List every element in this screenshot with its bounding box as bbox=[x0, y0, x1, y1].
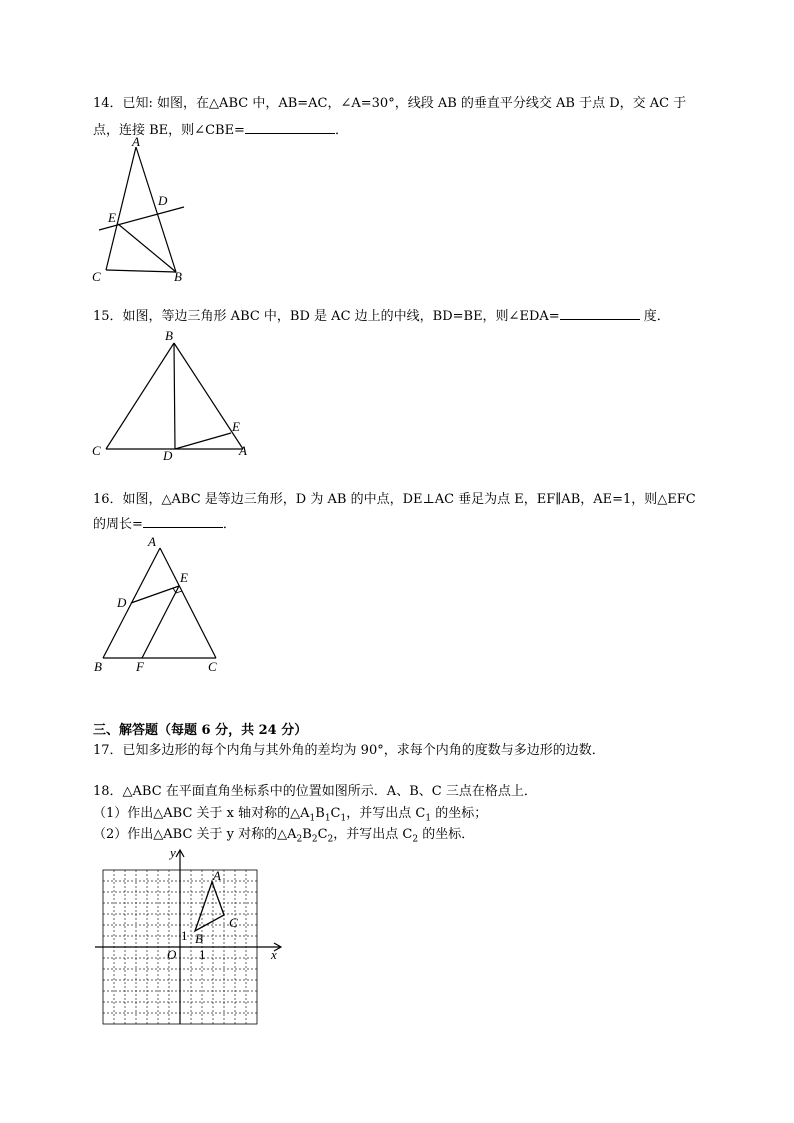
q15-text-end: 度． bbox=[639, 309, 670, 324]
q18-sub: 2 bbox=[296, 834, 303, 845]
x-unit-label: 1 bbox=[199, 947, 206, 962]
point-b-label: B bbox=[195, 931, 203, 946]
q15-answer-blank[interactable] bbox=[560, 305, 640, 320]
q14-label-c: C bbox=[92, 269, 101, 284]
q14-label-b: B bbox=[174, 269, 182, 284]
q16-line1: 16．如图，△ABC 是等边三角形，D 为 AB 的中点，DE⊥AC 垂足为点 E，EF∥AB，AE=1，则△EFC bbox=[93, 492, 696, 507]
q18-sub: 2 bbox=[311, 834, 318, 845]
triangle-abc bbox=[195, 882, 224, 931]
q18-sub: 1 bbox=[340, 813, 347, 824]
q16-line2 bbox=[93, 513, 236, 534]
q16-line2-text: 的周长= bbox=[93, 517, 143, 532]
q16-line2-end: ． bbox=[222, 517, 236, 532]
q18-sub: 2 bbox=[412, 834, 419, 845]
q18-letter: B bbox=[302, 827, 312, 842]
q18-part1 bbox=[93, 805, 487, 828]
q15-text: 15．如图，等边三角形 ABC 中，BD 是 AC 边上的中线，BD=BE，则∠EDA= bbox=[93, 309, 560, 324]
q18-sub: 1 bbox=[425, 813, 432, 824]
q18-letter: C bbox=[317, 827, 328, 842]
y-unit-label: 1 bbox=[181, 928, 188, 943]
q16-label-c: C bbox=[208, 659, 217, 674]
q16-label-a: A bbox=[148, 534, 156, 549]
origin-label: O bbox=[167, 947, 177, 962]
q18-sub: 1 bbox=[324, 813, 331, 824]
q18-part2-end: 的坐标． bbox=[418, 827, 475, 842]
q15-figure bbox=[88, 328, 258, 463]
q14-line2-end: ． bbox=[334, 123, 348, 138]
q18-stem: 18．△ABC 在平面直角坐标系中的位置如图所示．A、B、C 三点在格点上． bbox=[93, 784, 537, 799]
q18-letter: B bbox=[315, 806, 325, 821]
q14-line1: 14．已知: 如图，在△ABC 中，AB=AC，∠A=30°，线段 AB 的垂直平分线交 AB 于点 D，交 AC 于 bbox=[93, 96, 687, 111]
q18-part1-mid: ，并写出点 C bbox=[346, 806, 426, 821]
q14-figure bbox=[85, 132, 205, 284]
q15-label-e: E bbox=[232, 419, 240, 434]
q17-text: 17．已知多边形的每个内角与其外角的差均为 90°，求每个内角的度数与多边形的边数． bbox=[93, 743, 605, 758]
q18-part1-end: 的坐标； bbox=[431, 806, 488, 821]
q14-label-d: D bbox=[158, 193, 168, 208]
q14-answer-blank[interactable] bbox=[245, 119, 335, 134]
q15-label-c: C bbox=[92, 443, 101, 458]
x-axis-label: x bbox=[271, 947, 277, 962]
point-a-label: A bbox=[213, 868, 221, 883]
q18-part2-text: （2）作出△ABC 关于 y 对称的△A bbox=[93, 827, 297, 842]
q15-label-d: D bbox=[163, 448, 173, 463]
point-c-label: C bbox=[229, 915, 238, 930]
q18-letter: C bbox=[330, 806, 341, 821]
y-axis-label: y bbox=[170, 845, 176, 860]
q18-part2-mid: ，并写出点 C bbox=[333, 827, 413, 842]
q18-sub: 2 bbox=[327, 834, 334, 845]
q14-label-e: E bbox=[108, 210, 116, 225]
q16-figure bbox=[90, 533, 225, 675]
q15-line bbox=[93, 305, 670, 326]
q16-label-d: D bbox=[117, 595, 127, 610]
q16-label-e: E bbox=[180, 570, 188, 585]
q18-coordinate-grid bbox=[90, 840, 290, 1030]
q16-label-b: B bbox=[94, 659, 102, 674]
q14-line2-text: 点，连接 BE，则∠CBE= bbox=[93, 123, 245, 138]
section-3-title: 三、解答题（每题 6 分，共 24 分） bbox=[93, 723, 308, 738]
q18-sub: 1 bbox=[309, 813, 316, 824]
q16-answer-blank[interactable] bbox=[143, 513, 223, 528]
q16-label-f: F bbox=[136, 659, 144, 674]
q14-label-a: A bbox=[132, 134, 140, 149]
q15-label-a: A bbox=[239, 443, 247, 458]
q18-part1-text: （1）作出△ABC 关于 x 轴对称的△A bbox=[93, 806, 310, 821]
q15-label-b: B bbox=[165, 328, 173, 343]
